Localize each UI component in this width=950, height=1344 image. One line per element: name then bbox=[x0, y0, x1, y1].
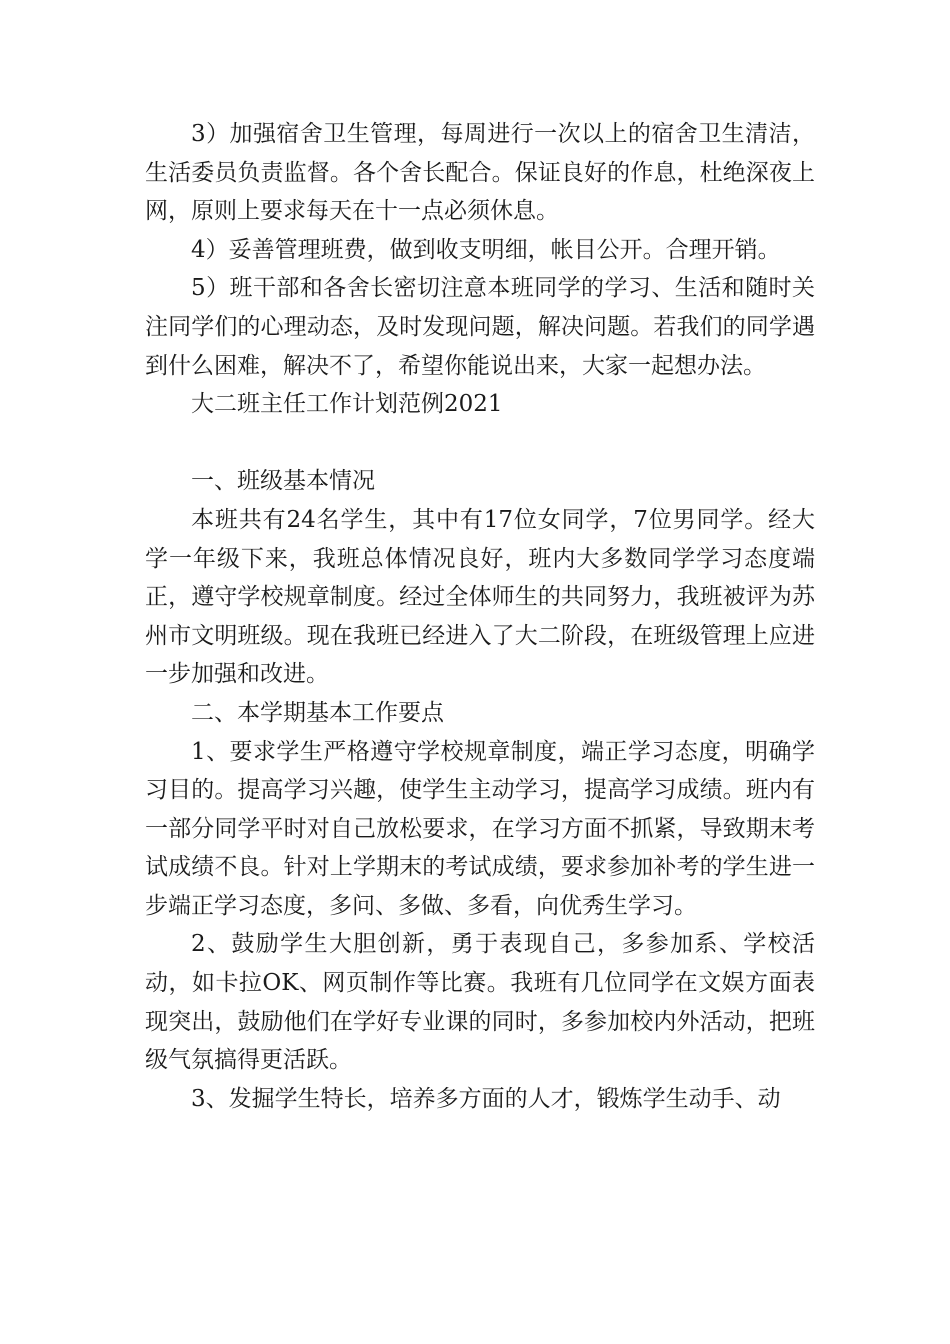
paragraph-class-fund: 4）妥善管理班费，做到收支明细，帐目公开。合理开销。 bbox=[191, 236, 781, 263]
paragraph-point-3: 3、发掘学生特长，培养多方面的人才，锻炼学生动手、动 bbox=[191, 1085, 781, 1112]
heading-work-points: 二、本学期基本工作要点 bbox=[191, 699, 444, 726]
paragraph-basic-situation: 本班共有24名学生，其中有17位女同学，7位男同学。经大学一年级下来，我班总体情况良好，班内大多数同学学习态度端正，遵守学校规章制度。经过全体师生的共同努力，我班被评为苏州市文明班级。现在我班已经进入了大二阶段，在班级管理上应进一步加强和改进。 bbox=[145, 506, 815, 688]
heading-basic-situation: 一、班级基本情况 bbox=[191, 468, 375, 495]
document-body bbox=[145, 115, 815, 1118]
paragraph-dorm-hygiene: 3）加强宿舍卫生管理，每周进行一次以上的宿舍卫生清洁，生活委员负责监督。各个舍长配合。保证良好的作息，杜绝深夜上网，原则上要求每天在十一点必须休息。 bbox=[145, 121, 815, 225]
section-title: 大二班主任工作计划范例2021 bbox=[191, 391, 503, 418]
blank-line bbox=[145, 424, 815, 463]
paragraph-point-1: 1、要求学生严格遵守学校规章制度，端正学习态度，明确学习目的。提高学习兴趣，使学生主动学习，提高学习成绩。班内有一部分同学平时对自己放松要求，在学习方面不抓紧，导致期末考试成绩不良。针对上学期末的考试成绩，要求参加补考的学生进一步端正学习态度，多问、多做、多看，向优秀生学习。 bbox=[145, 738, 815, 919]
paragraph-student-care: 5）班干部和各舍长密切注意本班同学的学习、生活和随时关注同学们的心理动态，及时发现问题，解决问题。若我们的同学遇到什么困难，解决不了，希望你能说出来，大家一起想办法。 bbox=[145, 275, 815, 379]
paragraph-point-2: 2、鼓励学生大胆创新，勇于表现自己，多参加系、学校活动，如卡拉OK、网页制作等比赛。我班有几位同学在文娱方面表现突出，鼓励他们在学好专业课的同时，多参加校内外活动，把班级气氛搞得更活跃。 bbox=[145, 931, 815, 1074]
